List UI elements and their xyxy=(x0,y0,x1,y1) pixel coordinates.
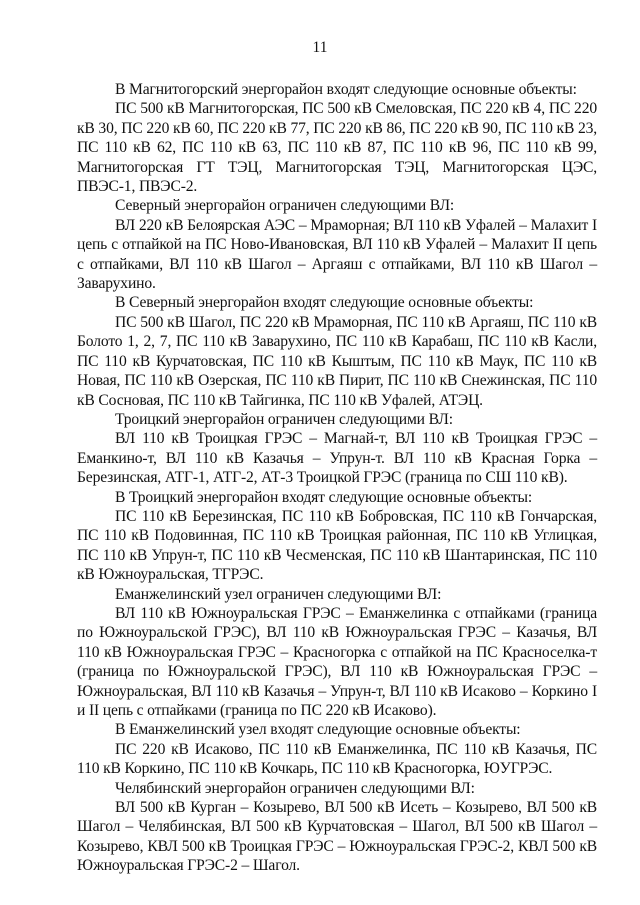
paragraph-emanzhelinsk-lines-heading: Еманжелинский узел ограничен следующими ВЛ: xyxy=(115,585,442,603)
paragraph-chelyabinsk-lines-heading: Челябинский энергорайон ограничен следующими ВЛ: xyxy=(115,779,475,797)
paragraph-north-objects-list: ПС 500 кВ Шагол, ПС 220 кВ Мраморная, ПС 110 кВ Аргаяш, ПС 110 кВ Болото 1, 2, 7, ПС 110 кВ Заварухино, ПС 110 кВ Карабаш, ПС 110 кВ Касли, ПС 110 кВ Курчатовская, ПС 110 кВ Кыштым, ПС 110 кВ Маук, ПС 110 кВ Новая, ПС 110 кВ Озерская, ПС 110 кВ Пирит, ПС 110 кВ Снежинская, ПС 110 кВ Сосновая, ПС 110 кВ Тайгинка, ПС 110 кВ Уфалей, АТЭЦ. xyxy=(77,313,597,409)
paragraph-north-objects-heading: В Северный энергорайон входят следующие основные объекты: xyxy=(115,294,534,312)
paragraph-troitsk-objects-heading: В Троицкий энергорайон входят следующие основные объекты: xyxy=(115,488,533,506)
document-body xyxy=(77,80,597,876)
paragraph-magnitogorsk-objects-heading: В Магнитогорский энергорайон входят следующие основные объекты: xyxy=(115,81,577,98)
paragraph-troitsk-objects-list: ПС 110 кВ Березинская, ПС 110 кВ Бобровская, ПС 110 кВ Гончарская, ПС 110 кВ Подовинная, ПС 110 кВ Троицкая районная, ПС 110 кВ Углицкая, ПС 110 кВ Упрун-т, ПС 110 кВ Чесменская, ПС 110 кВ Шантаринская, ПС 110 кВ Южноуральская, ТГРЭС. xyxy=(77,507,597,584)
paragraph-north-lines-list: ВЛ 220 кВ Белоярская АЭС – Мраморная; ВЛ 110 кВ Уфалей – Малахит I цепь с отпайкой на ПС Ново-Ивановская, ВЛ 110 кВ Уфалей – Малахит II цепь с отпайками, ВЛ 110 кВ Шагол – Аргаяш с отпайками, ВЛ 110 кВ Шагол – Заварухино. xyxy=(77,216,597,293)
paragraph-magnitogorsk-objects-list: ПС 500 кВ Магнитогорская, ПС 500 кВ Смеловская, ПС 220 кВ 4, ПС 220 кВ 30, ПС 220 кВ 60, ПС 220 кВ 77, ПС 220 кВ 86, ПС 220 кВ 90, ПС 110 кВ 23, ПС 110 кВ 62, ПС 110 кВ 63, ПС 110 кВ 87, ПС 110 кВ 96, ПС 110 кВ 99, Магнитогорская ГТ ТЭЦ, Магнитогорская ТЭЦ, Магнитогорская ЦЭС, ПВЭС-1, ПВЭС-2. xyxy=(77,100,597,196)
paragraph-troitsk-lines-heading: Троицкий энергорайон ограничен следующими ВЛ: xyxy=(115,410,453,428)
paragraph-chelyabinsk-lines-list: ВЛ 500 кВ Курган – Козырево, ВЛ 500 кВ Исеть – Козырево, ВЛ 500 кВ Шагол – Челябинская, ВЛ 500 кВ Курчатовская – Шагол, ВЛ 500 кВ Шагол – Козырево, КВЛ 500 кВ Троицкая ГРЭС – Южноуральская ГРЭС-2, КВЛ 500 кВ Южноуральская ГРЭС-2 – Шагол. xyxy=(77,799,597,875)
paragraph-emanzhelinsk-objects-heading: В Еманжелинский узел входят следующие основные объекты: xyxy=(115,721,521,739)
paragraph-emanzhelinsk-objects-list: ПС 220 кВ Исаково, ПС 110 кВ Еманжелинка, ПС 110 кВ Казачья, ПС 110 кВ Коркино, ПС 110 кВ Кочкарь, ПС 110 кВ Красногорка, ЮУГРЭС. xyxy=(77,740,597,778)
paragraph-troitsk-lines-list: ВЛ 110 кВ Троицкая ГРЭС – Магнай-т, ВЛ 110 кВ Троицкая ГРЭС – Еманкино-т, ВЛ 110 кВ Казачья – Упрун-т. ВЛ 110 кВ Красная Горка – Березинская, АТГ-1, АТГ-2, АТ-3 Троицкой ГРЭС (граница по СШ 110 кВ). xyxy=(77,430,597,487)
paragraph-emanzhelinsk-lines-list: ВЛ 110 кВ Южноуральская ГРЭС – Еманжелинка с отпайками (граница по Южноуральской ГРЭС), ВЛ 110 кВ Южноуральская ГРЭС – Казачья, ВЛ 110 кВ Южноуральская ГРЭС – Красногорка с отпайкой на ПС Красноселка-т (граница по Южноуральской ГРЭС), ВЛ 110 кВ Южноуральская ГРЭС – Южноуральская, ВЛ 110 кВ Казачья – Упрун-т, ВЛ 110 кВ Исаково – Коркино I и II цепь с отпайками (граница по ПС 220 кВ Исаково). xyxy=(77,604,597,719)
page-number: 11 xyxy=(312,39,328,56)
paragraph-north-lines-heading: Северный энергорайон ограничен следующими ВЛ: xyxy=(115,197,455,215)
